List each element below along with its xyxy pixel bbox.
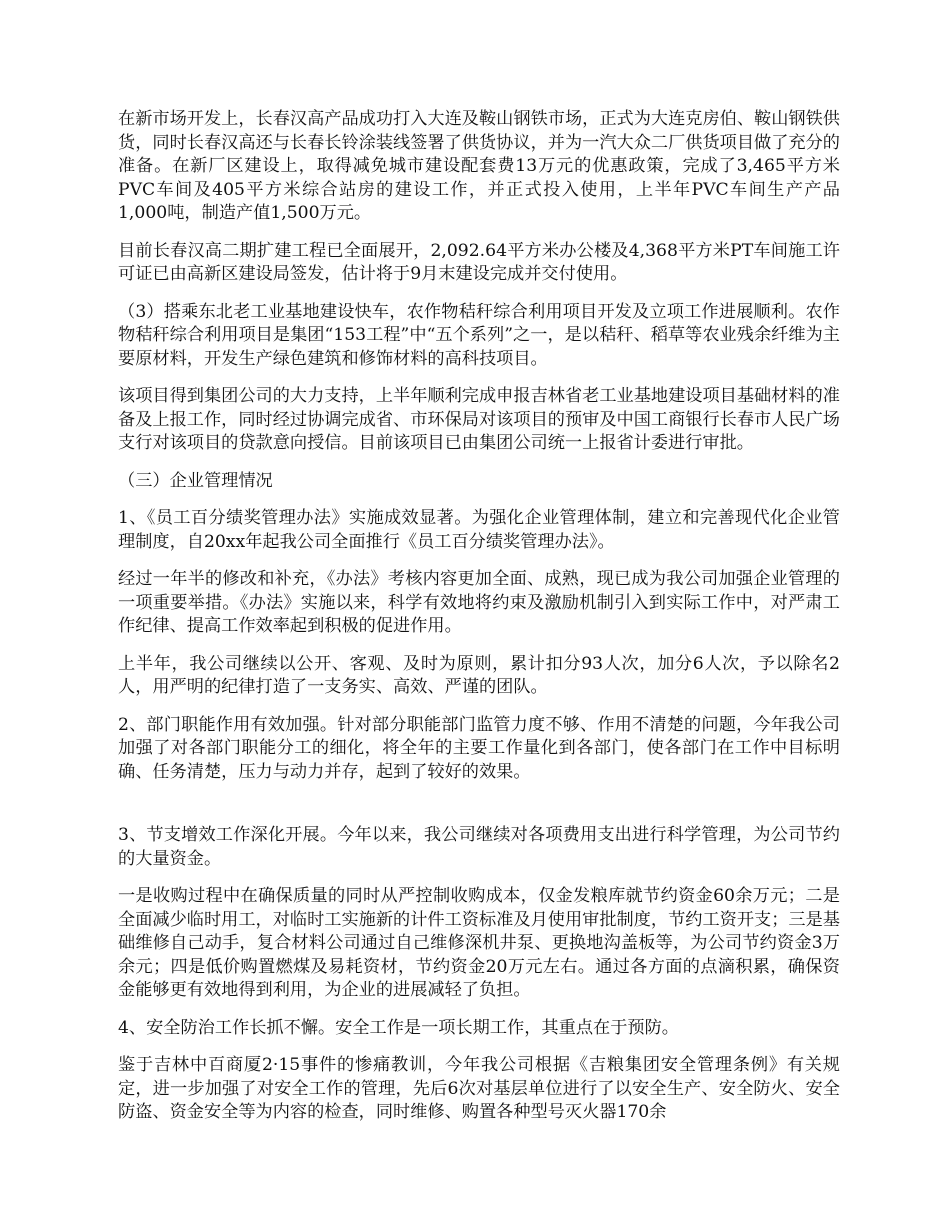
paragraph-project-support: 该项目得到集团公司的大力支持，上半年顺利完成申报吉林省老工业基地建设项目基础材料的准备及上报工作，同时经过协调完成省、市环保局对该项目的预审及中国工商银行长春市人民广场支行对该项目的贷款意向授信。目前该项目已由集团公司统一上报省计委进行审批。: [118, 386, 840, 453]
paragraph-straw-project: （3）搭乘东北老工业基地建设快车，农作物秸秆综合利用项目开发及立项工作进展顺利。农作物秸秆综合利用项目是集团“153工程”中“五个系列”之一，是以秸秆、稻草等农业残余纤维为主要原材料，开发生产绿色建筑和修饰材料的高科技项目。: [118, 301, 840, 369]
document-page: [118, 108, 840, 1139]
paragraph-policy-revision: 经过一年半的修改和补充，《办法》考核内容更加全面、成熟，现已成为我公司加强企业管理的一项重要举措。《办法》实施以来，科学有效地将约束及激励机制引入到实际工作中，对严肃工作纪律、提高工作效率起到积极的促进作用。: [118, 569, 840, 636]
paragraph-discipline-stats: 上半年，我公司继续以公开、客观、及时为原则，累计扣分93人次，加分6人次，予以除名2人，用严明的纪律打造了一支务实、高效、严谨的团队。: [118, 653, 840, 697]
paragraph-safety-details: 鉴于吉林中百商厦2·15事件的惨痛教训，今年我公司根据《吉粮集团安全管理条例》有关规定，进一步加强了对安全工作的管理，先后6次对基层单位进行了以安全生产、安全防火、安全防盗、资金安全等为内容的检查，同时维修、购置各种型号灭火器170余: [118, 1055, 840, 1122]
paragraph-safety-intro: 4、安全防治工作长抓不懈。安全工作是一项长期工作，其重点在于预防。: [118, 1017, 679, 1038]
section-heading-management: （三）企业管理情况: [118, 470, 273, 491]
paragraph-new-market: 在新市场开发上，长春汉高产品成功打入大连及鞍山钢铁市场，正式为大连克房伯、鞍山钢铁供货，同时长春汉高还与长春长铃涂装线签署了供货协议，并为一汽大众二厂供货项目做了充分的准备。在新厂区建设上，取得减免城市建设配套费13万元的优惠政策，完成了3,465平方米PVC车间及405平方米综合站房的建设工作，并正式投入使用，上半年PVC车间生产产品1,000吨，制造产值1,500万元。: [118, 109, 840, 223]
paragraph-department-functions: 2、部门职能作用有效加强。针对部分职能部门监管力度不够、作用不清楚的问题，今年我公司加强了对各部门职能分工的细化，将全年的主要工作量化到各部门，使各部门在工作中目标明确、任务清楚，压力与动力并存，起到了较好的效果。: [118, 714, 840, 782]
paragraph-phase-two-expansion: 目前长春汉高二期扩建工程已全面展开，2,092.64平方米办公楼及4,368平方米PT车间施工许可证已由高新区建设局签发，估计将于9月末建设完成并交付使用。: [118, 240, 840, 284]
paragraph-cost-saving: 3、节支增效工作深化开展。今年以来，我公司继续对各项费用支出进行科学管理，为公司节约的大量资金。: [118, 825, 840, 869]
paragraph-bonus-policy: 1、《员工百分绩奖管理办法》实施成效显著。为强化企业管理体制，建立和完善现代化企业管理制度，自20xx年起我公司全面推行《员工百分绩奖管理办法》。: [118, 508, 840, 552]
paragraph-cost-saving-details: 一是收购过程中在确保质量的同时从严控制收购成本，仅金发粮库就节约资金60余万元；二是全面减少临时用工，对临时工实施新的计件工资标准及月使用审批制度，节约工资开支；三是基础维修自己动手，复合材料公司通过自己维修深机井泵、更换地沟盖板等，为公司节约资金3万余元；四是低价购置燃煤及易耗资材，节约资金20万元左右。通过各方面的点滴积累，确保资金能够更有效地得到利用，为企业的进展减轻了负担。: [118, 886, 840, 1000]
